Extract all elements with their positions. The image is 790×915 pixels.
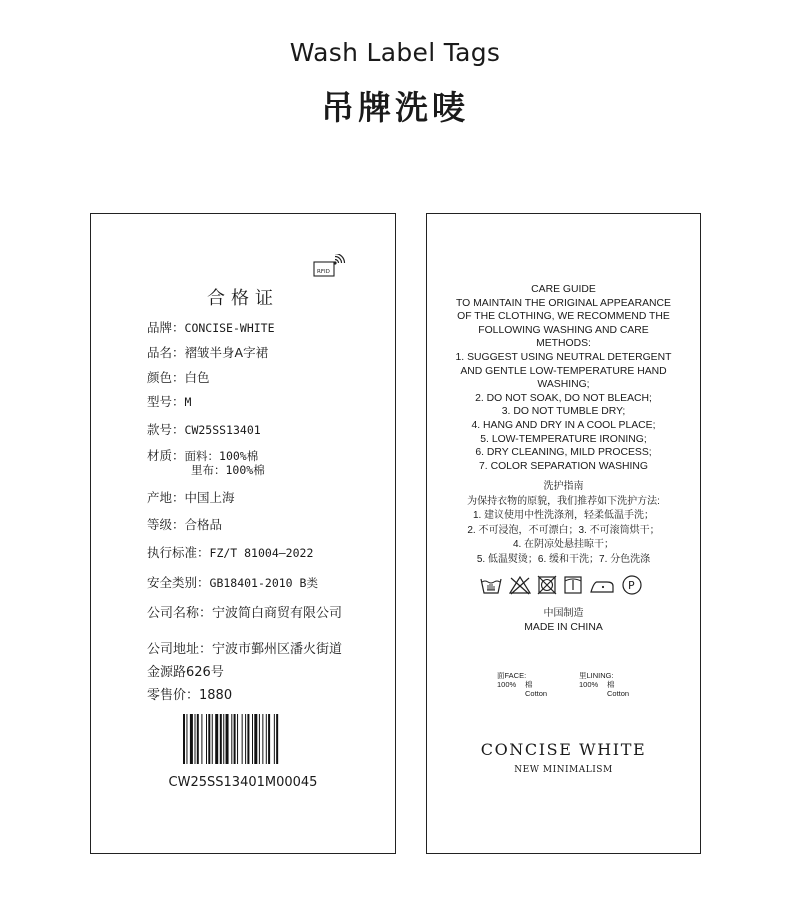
- care-line: TO MAINTAIN THE ORIGINAL APPEARANCE: [456, 297, 671, 309]
- care-line: METHODS:: [536, 338, 591, 350]
- care-line-zh: 1. 建议使用中性洗涤剂，轻柔低温手洗；: [472, 510, 655, 522]
- barcode-text: CW25SS13401M00045: [168, 775, 318, 790]
- wash-label-card: [426, 213, 701, 854]
- care-line: AND GENTLE LOW-TEMPERATURE HAND: [460, 365, 667, 377]
- address-label: 公司地址：: [147, 642, 213, 657]
- do-not-tumble-dry-icon: [538, 576, 556, 594]
- brand-value: CONCISE-WHITE: [184, 321, 275, 335]
- care-line-zh: 5. 低温熨烫；6. 缓和干洗；7. 分色洗涤: [476, 553, 651, 565]
- lining-label: 里LINING:: [579, 671, 614, 680]
- grade-label: 等级：: [147, 517, 185, 532]
- care-line: 5. LOW-TEMPERATURE IRONING;: [480, 433, 647, 445]
- color-label: 颜色：: [147, 370, 185, 385]
- style-row: [147, 420, 261, 438]
- barcode: [183, 714, 309, 764]
- certificate-title: 合格证: [207, 288, 279, 309]
- title-english: Wash Label Tags: [289, 38, 501, 67]
- company-value: 宁波简白商贸有限公司: [212, 606, 343, 621]
- do-not-bleach-icon: [510, 577, 530, 594]
- line-dry-icon: [565, 577, 581, 593]
- company-row: [147, 602, 342, 621]
- size-value: M: [184, 395, 192, 409]
- face-pct: 100%: [497, 680, 517, 689]
- title-chinese: 吊牌洗唛: [321, 88, 469, 127]
- material-label: 材质：: [147, 448, 185, 463]
- brand-label: 品牌：: [147, 320, 185, 335]
- care-line: 3. DO NOT TUMBLE DRY;: [501, 406, 626, 418]
- price-value: 1880: [199, 688, 233, 703]
- size-label: 型号：: [147, 394, 185, 409]
- lining-en: Cotton: [607, 689, 630, 698]
- care-line: 6. DRY CLEANING, MILD PROCESS;: [475, 447, 652, 459]
- face-label: 面FACE:: [497, 671, 527, 680]
- material-lining: 里布：100%棉: [191, 463, 265, 477]
- care-line-zh: 4. 在阴凉处悬挂晾干；: [512, 539, 615, 551]
- safety-value: GB18401-2010 B类: [209, 576, 318, 590]
- care-guide-chinese: [427, 480, 700, 568]
- care-line: 4. HANG AND DRY IN A COOL PLACE;: [471, 419, 656, 431]
- safety-row: [147, 573, 318, 591]
- style-label: 款号：: [147, 422, 185, 437]
- svg-text:P: P: [628, 579, 635, 592]
- iron-low-icon: [591, 582, 613, 592]
- care-line: 2. DO NOT SOAK, DO NOT BLEACH;: [475, 392, 652, 404]
- grade-row: [147, 515, 222, 533]
- care-line: OF THE CLOTHING, WE RECOMMEND THE: [457, 311, 670, 323]
- address-row: [147, 638, 342, 657]
- brand-name: CONCISE WHITE: [480, 740, 647, 759]
- standard-label: 执行标准：: [147, 545, 210, 560]
- material-lining-row: [191, 462, 265, 478]
- color-value: 白色: [184, 370, 210, 385]
- origin-row: [147, 488, 235, 506]
- care-line: 1. SUGGEST USING NEUTRAL DETERGENT: [455, 351, 672, 363]
- address-line1: 宁波市鄞州区潘火街道: [212, 642, 343, 657]
- rfid-icon: [313, 254, 347, 278]
- standard-row: [147, 543, 313, 561]
- size-row: [147, 392, 191, 410]
- price-label: 零售价：: [147, 688, 200, 703]
- care-line: 7. COLOR SEPARATION WASHING: [479, 460, 648, 472]
- origin-label: 产地：: [147, 490, 185, 505]
- name-row: [147, 343, 268, 361]
- care-line-zh: 洗护指南: [543, 481, 584, 492]
- material-face: 面料：100%棉: [184, 449, 259, 463]
- hand-wash-icon: [481, 579, 501, 593]
- care-guide-english: [427, 283, 700, 473]
- care-line: FOLLOWING WASHING AND CARE: [478, 324, 649, 336]
- price-row: [147, 684, 232, 703]
- care-line: WASHING;: [537, 379, 590, 391]
- made-in-chinese: 中国制造: [543, 608, 584, 619]
- origin-value: 中国上海: [184, 490, 235, 505]
- style-value: CW25SS13401: [184, 423, 261, 437]
- standard-value: FZ/T 81004—2022: [209, 546, 314, 560]
- care-symbols: [479, 574, 651, 596]
- lining-pct: 100%: [579, 680, 599, 689]
- care-line-zh: 2. 不可浸泡，不可漂白；3. 不可滚筒烘干；: [467, 524, 660, 536]
- brand-row: [147, 318, 275, 336]
- made-in-english: MADE IN CHINA: [524, 622, 603, 633]
- address-line2-row: [147, 661, 224, 680]
- safety-label: 安全类别：: [147, 575, 210, 590]
- company-label: 公司名称：: [147, 606, 213, 621]
- name-label: 品名：: [147, 345, 185, 360]
- dry-clean-p-icon: [623, 576, 641, 594]
- care-line: CARE GUIDE: [531, 284, 596, 295]
- face-en: Cotton: [525, 689, 548, 698]
- rfid-label: RFID: [317, 269, 330, 275]
- brand-tagline: NEW MINIMALISM: [514, 765, 613, 775]
- grade-value: 合格品: [184, 517, 223, 532]
- hang-tag-card: [90, 213, 396, 854]
- name-value: 褶皱半身A字裙: [184, 345, 269, 360]
- care-line-zh: 为保持衣物的原貌，我们推荐如下洗护方法:: [467, 495, 660, 507]
- lining-zh: 棉: [607, 680, 615, 689]
- color-row: [147, 368, 210, 386]
- face-zh: 棉: [525, 680, 533, 689]
- address-line2: 金源路626号: [147, 665, 224, 680]
